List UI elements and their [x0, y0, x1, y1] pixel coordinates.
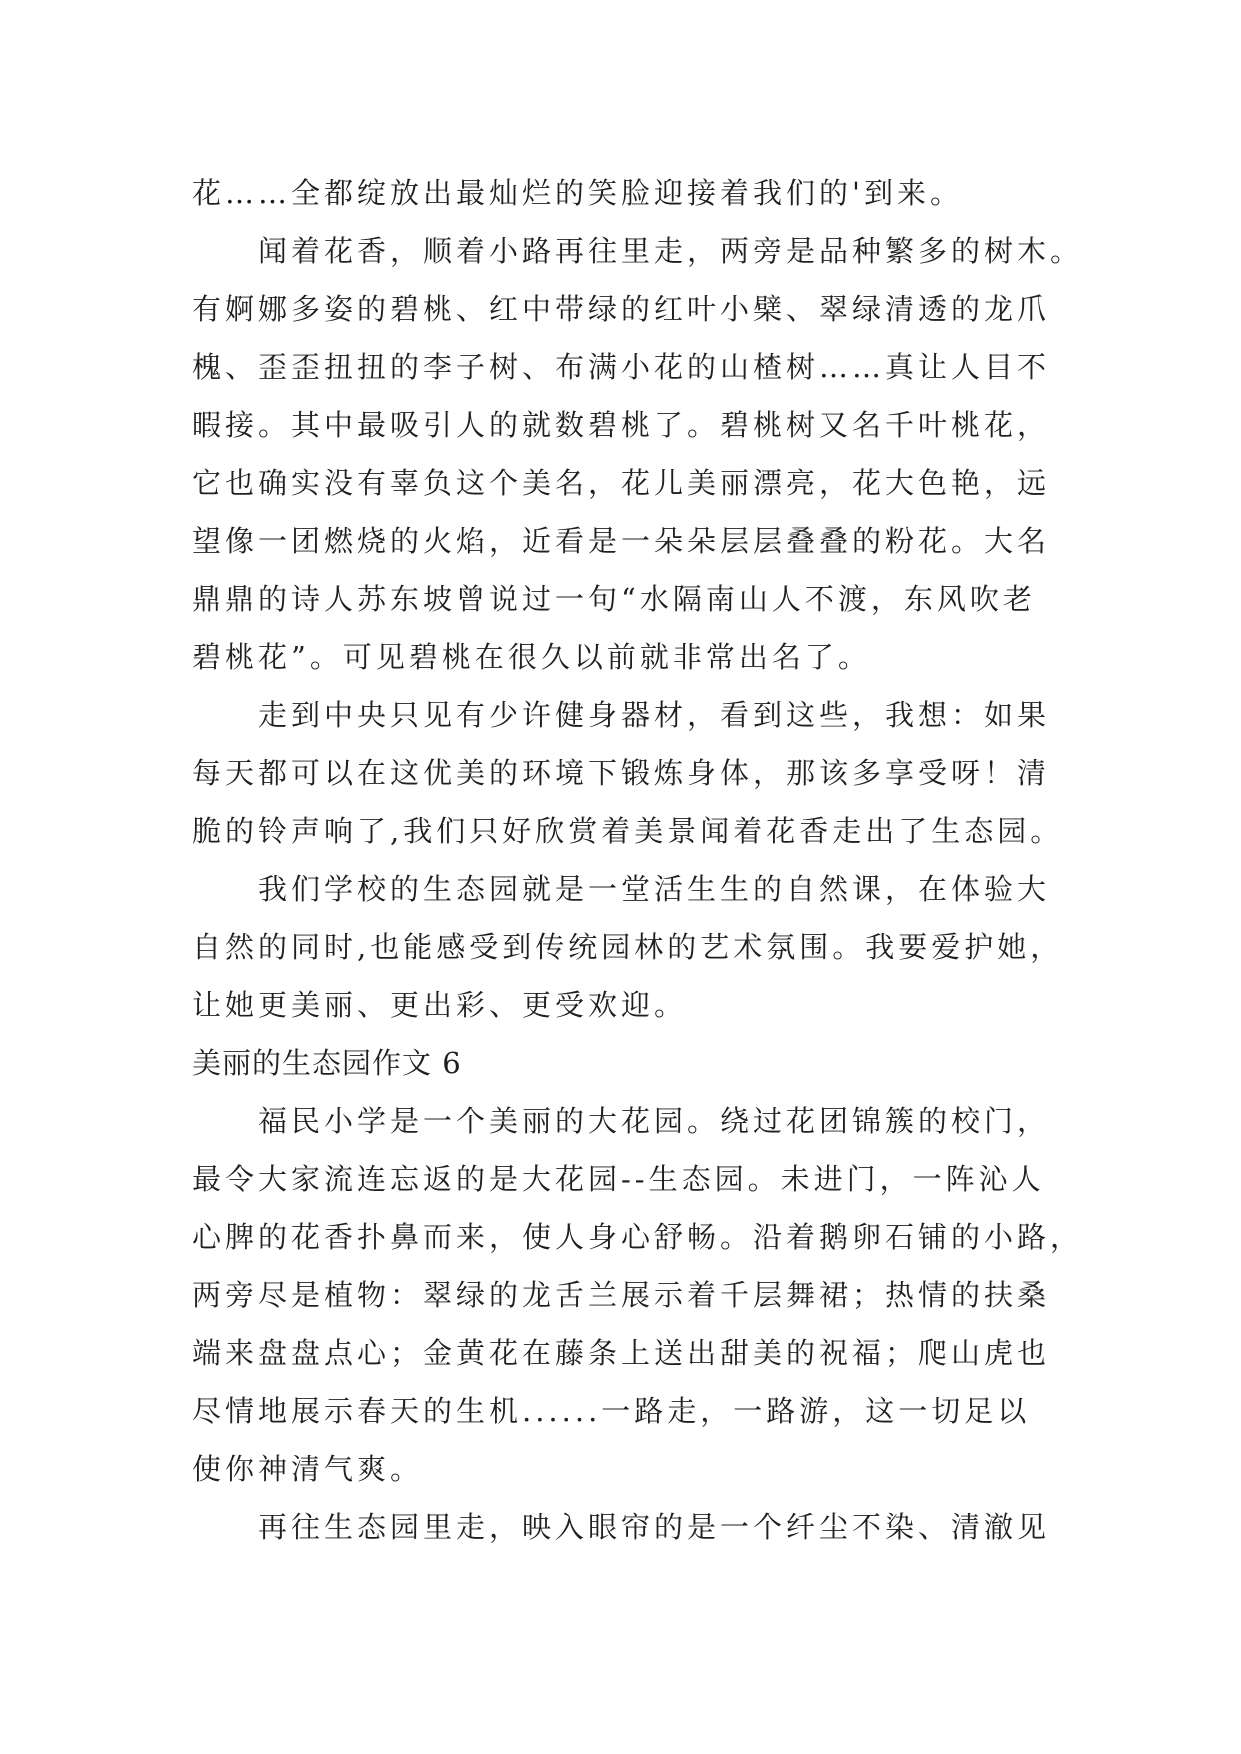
- text-line: 鼎鼎的诗人苏东坡曾说过一句“水隔南山人不渡，东风吹老: [192, 582, 1036, 616]
- text-line: 花……全都绽放出最灿烂的笑脸迎接着我们的'到来。: [192, 176, 963, 210]
- section-heading: 美丽的生态园作文 6: [192, 1046, 462, 1080]
- document-body: [192, 164, 1084, 1556]
- text-line: 再往生态园里走，映入眼帘的是一个纤尘不染、清澈见: [258, 1510, 1051, 1544]
- text-line: 让她更美丽、更出彩、更受欢迎。: [192, 988, 688, 1022]
- text-line: 闻着花香，顺着小路再往里走，两旁是品种繁多的树木。: [258, 234, 1084, 268]
- text-line: 心脾的花香扑鼻而来，使人身心舒畅。沿着鹅卵石铺的小路，: [192, 1220, 1084, 1254]
- text-line: 端来盘盘点心；金黄花在藤条上送出甜美的祝福；爬山虎也: [192, 1336, 1051, 1370]
- text-line: 尽情地展示春天的生机......一路走，一路游，这一切足以: [192, 1394, 1031, 1428]
- text-line: 脆的铃声响了,我们只好欣赏着美景闻着花香走出了生态园。: [192, 814, 1064, 848]
- text-line: 我们学校的生态园就是一堂活生生的自然课，在体验大: [258, 872, 1051, 906]
- text-line: 有婀娜多姿的碧桃、红中带绿的红叶小檗、翠绿清透的龙爪: [192, 292, 1051, 326]
- text-line: 自然的同时,也能感受到传统园林的艺术氛围。我要爱护她，: [192, 930, 1064, 964]
- text-line: 暇接。其中最吸引人的就数碧桃了。碧桃树又名千叶桃花，: [192, 408, 1051, 442]
- text-line: 走到中央只见有少许健身器材，看到这些，我想：如果: [258, 698, 1051, 732]
- text-line: 望像一团燃烧的火焰，近看是一朵朵层层叠叠的粉花。大名: [192, 524, 1051, 558]
- text-line: 两旁尽是植物：翠绿的龙舌兰展示着千层舞裙；热情的扶桑: [192, 1278, 1051, 1312]
- text-line: 槐、歪歪扭扭的李子树、布满小花的山楂树……真让人目不: [192, 350, 1051, 384]
- text-line: 使你神清气爽。: [192, 1452, 424, 1486]
- text-line: 碧桃花”。可见碧桃在很久以前就非常出名了。: [192, 640, 871, 674]
- text-line: 最令大家流连忘返的是大花园--生态园。未进门，一阵沁人: [192, 1162, 1045, 1196]
- text-line: 福民小学是一个美丽的大花园。绕过花团锦簇的校门，: [258, 1104, 1051, 1138]
- text-line: 它也确实没有辜负这个美名，花儿美丽漂亮，花大色艳，远: [192, 466, 1051, 500]
- text-line: 每天都可以在这优美的环境下锻炼身体，那该多享受呀！清: [192, 756, 1051, 790]
